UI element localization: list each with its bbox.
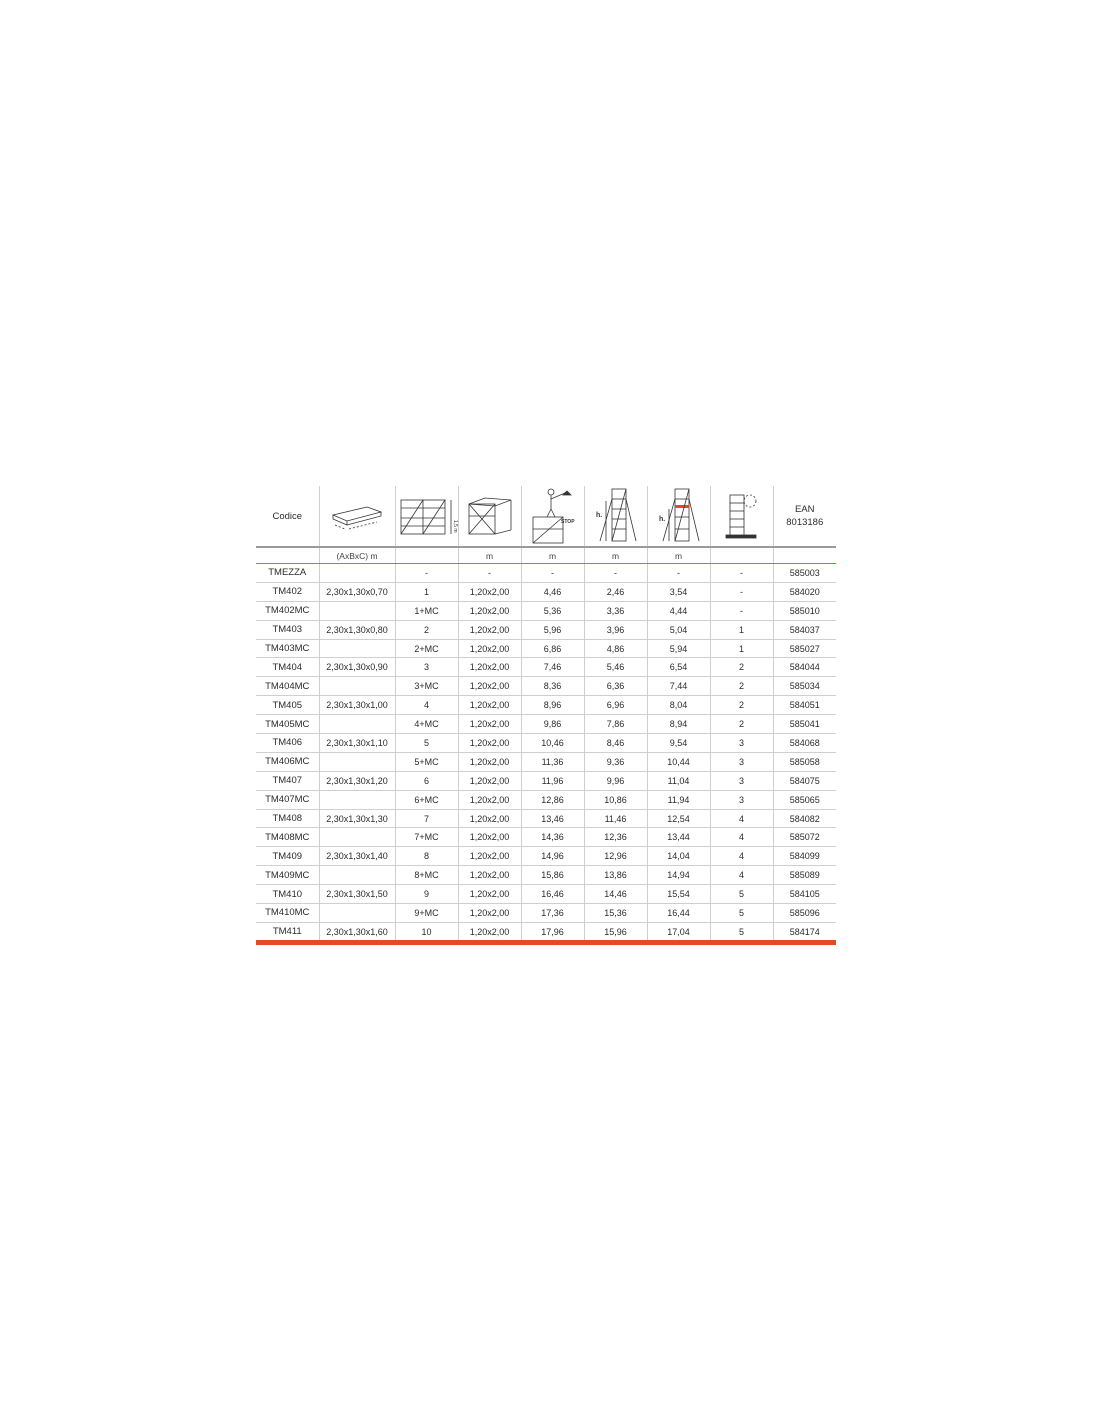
ean-cell: 584082 [773, 809, 836, 828]
outrigger-height-cell: 3,54 [647, 582, 710, 601]
working-height-cell: 8,96 [521, 696, 584, 715]
platform-cell: 1,20x2,00 [458, 866, 521, 885]
table-row [256, 866, 836, 885]
outrigger-height-cell: 7,44 [647, 677, 710, 696]
scaffold-height-icon [584, 486, 647, 546]
codice-cell: TM409MC [256, 866, 319, 885]
codice-cell: TM404 [256, 658, 319, 677]
scaffold-height-cell: 15,36 [584, 904, 647, 923]
unit-cell: m [584, 548, 647, 563]
ean-cell: 584099 [773, 847, 836, 866]
ballast-cell: 4 [710, 828, 773, 847]
platform-cell: 1,20x2,00 [458, 658, 521, 677]
platform-cell: 1,20x2,00 [458, 922, 521, 940]
table-row [256, 904, 836, 923]
ballast-cell: 5 [710, 885, 773, 904]
codice-cell: TM411 [272, 926, 302, 938]
codice-cell: TMEZZA [256, 564, 319, 582]
codice-cell: TM406MC [256, 752, 319, 771]
outrigger-height-cell: 12,54 [647, 809, 710, 828]
unit-cell: m [521, 548, 584, 563]
ballast-cell: 3 [710, 734, 773, 753]
modules-cell: 1+MC [395, 601, 458, 620]
codice-cell: TM406 [256, 734, 319, 753]
unit-cell: (AxBxC) m [319, 548, 395, 563]
ean-cell: 584068 [773, 734, 836, 753]
ean-cell: 585096 [773, 904, 836, 923]
working-height-cell: 13,46 [521, 809, 584, 828]
outrigger-height-cell: 11,94 [647, 790, 710, 809]
table-row [256, 885, 836, 904]
scaffold-height-cell: - [584, 564, 647, 582]
codice-cell: TM403 [256, 620, 319, 639]
outrigger-height-cell: - [647, 564, 710, 582]
ballast-cell: 4 [710, 847, 773, 866]
codice-cell: TM404MC [256, 677, 319, 696]
working-height-cell: 11,96 [521, 771, 584, 790]
table-row [256, 922, 836, 940]
codice-cell: TM408MC [256, 828, 319, 847]
outrigger-height-cell: 15,54 [647, 885, 710, 904]
platform-cell: 1,20x2,00 [458, 582, 521, 601]
ean-cell: 584020 [773, 582, 836, 601]
modules-cell: 3+MC [395, 677, 458, 696]
table-row [256, 790, 836, 809]
outrigger-height-cell: 5,94 [647, 639, 710, 658]
modules-cell: 3 [395, 658, 458, 677]
working-height-icon [521, 486, 584, 546]
ean-cell: 585065 [773, 790, 836, 809]
ballast-cell: 3 [710, 752, 773, 771]
ean-header [773, 486, 836, 546]
unit-cell [710, 548, 773, 563]
ean-cell: 585027 [773, 639, 836, 658]
scaffold-height-cell: 12,96 [584, 847, 647, 866]
table-row [256, 696, 836, 715]
unit-cell [773, 548, 836, 563]
modules-cell: 2 [395, 620, 458, 639]
working-height-cell: 6,86 [521, 639, 584, 658]
platform-cell: 1,20x2,00 [458, 601, 521, 620]
ballast-cell: 1 [710, 620, 773, 639]
unit-cell: m [458, 548, 521, 563]
units-row [256, 548, 836, 563]
scaffold-height-cell: 10,86 [584, 790, 647, 809]
platform-cell: 1,20x2,00 [458, 752, 521, 771]
dimensions-cell [319, 904, 395, 923]
scaffold-height-cell: 12,36 [584, 828, 647, 847]
working-height-cell: 17,96 [521, 922, 584, 940]
modules-cell: 9 [395, 885, 458, 904]
outrigger-height-cell: 14,04 [647, 847, 710, 866]
dimensions-cell: 2,30x1,30x1,00 [319, 696, 395, 715]
scaffold-height-cell: 11,46 [584, 809, 647, 828]
scaffold-height-cell: 13,86 [584, 866, 647, 885]
table-row [256, 715, 836, 734]
modules-cell: 8 [395, 847, 458, 866]
working-height-cell: 5,36 [521, 601, 584, 620]
codice-cell: TM405 [256, 696, 319, 715]
ballast-cell: 4 [710, 809, 773, 828]
table-row [256, 752, 836, 771]
modules-cell: 7+MC [395, 828, 458, 847]
codice-cell: TM402 [256, 582, 319, 601]
working-height-cell: 14,96 [521, 847, 584, 866]
codice-cell: TM402MC [256, 601, 319, 620]
ean-cell: 584044 [773, 658, 836, 677]
box-dimensions-icon [319, 486, 395, 546]
ballast-cell: - [710, 564, 773, 582]
table-row [256, 809, 836, 828]
working-height-cell: 9,86 [521, 715, 584, 734]
ean-cell: 585003 [773, 564, 836, 582]
ean-cell: 584174 [773, 922, 836, 940]
codice-header: Codice [272, 510, 303, 522]
ean-cell: 585041 [773, 715, 836, 734]
modules-cell: 4+MC [395, 715, 458, 734]
outrigger-height-cell: 9,54 [647, 734, 710, 753]
scaffold-outrigger-height-icon [647, 486, 710, 546]
modules-cell: 6 [395, 771, 458, 790]
dimensions-cell: 2,30x1,30x1,20 [319, 771, 395, 790]
platform-cell: 1,20x2,00 [458, 828, 521, 847]
dimensions-cell: 2,30x1,30x1,40 [319, 847, 395, 866]
dimensions-cell [319, 715, 395, 734]
ean-cell: 584075 [773, 771, 836, 790]
scaffold-height-cell: 6,36 [584, 677, 647, 696]
unit-cell [256, 548, 319, 563]
table-row [256, 658, 836, 677]
table-row [256, 771, 836, 790]
header-row [256, 486, 836, 546]
platform-cell: 1,20x2,00 [458, 809, 521, 828]
dimensions-cell: 2,30x1,30x1,30 [319, 809, 395, 828]
codice-cell: TM410MC [256, 904, 319, 923]
working-height-cell: 12,86 [521, 790, 584, 809]
outrigger-height-cell: 8,04 [647, 696, 710, 715]
dimensions-cell [319, 564, 395, 582]
dimensions-cell: 2,30x1,30x1,50 [319, 885, 395, 904]
outrigger-height-cell: 8,94 [647, 715, 710, 734]
working-height-cell: 15,86 [521, 866, 584, 885]
table-row [256, 677, 836, 696]
h-label-b: h. [658, 516, 665, 523]
outrigger-height-cell: 17,04 [647, 922, 710, 940]
outrigger-height-cell: 5,04 [647, 620, 710, 639]
ballast-cell: 5 [710, 922, 773, 940]
dimensions-cell [319, 601, 395, 620]
modules-cell: 7 [395, 809, 458, 828]
ean-cell: 585058 [773, 752, 836, 771]
scaffold-height-cell: 2,46 [584, 582, 647, 601]
table-row [256, 582, 836, 601]
scaffold-height-cell: 7,86 [584, 715, 647, 734]
working-height-cell: 8,36 [521, 677, 584, 696]
table-body [256, 564, 836, 941]
footer-accent-bar [256, 940, 836, 945]
platform-cell: 1,20x2,00 [458, 904, 521, 923]
dimensions-cell [319, 866, 395, 885]
dimensions-cell: 2,30x1,30x0,70 [319, 582, 395, 601]
outrigger-height-cell: 13,44 [647, 828, 710, 847]
ballast-cell: 3 [710, 790, 773, 809]
ballast-cell: 4 [710, 866, 773, 885]
codice-cell: TM407MC [256, 790, 319, 809]
scaffold-height-cell: 5,46 [584, 658, 647, 677]
modules-cell: 2+MC [395, 639, 458, 658]
ballast-cell: - [710, 601, 773, 620]
dimensions-cell: 2,30x1,30x0,90 [319, 658, 395, 677]
ballast-cell: 2 [710, 696, 773, 715]
modules-cell: 5 [395, 734, 458, 753]
dimensions-cell [319, 639, 395, 658]
modules-cell: 6+MC [395, 790, 458, 809]
modules-cell: 8+MC [395, 866, 458, 885]
codice-cell: TM405MC [256, 715, 319, 734]
outrigger-height-cell: 10,44 [647, 752, 710, 771]
modules-cell: - [395, 564, 458, 582]
platform-cell: 1,20x2,00 [458, 734, 521, 753]
scaffold-height-cell: 8,46 [584, 734, 647, 753]
modules-cell: 1 [395, 582, 458, 601]
platform-cell: - [458, 564, 521, 582]
ean-cell: 585072 [773, 828, 836, 847]
dimensions-cell [319, 790, 395, 809]
outrigger-height-cell: 6,54 [647, 658, 710, 677]
ballast-cell: - [710, 582, 773, 601]
ean-cell: 585089 [773, 866, 836, 885]
modules-cell: 5+MC [395, 752, 458, 771]
scaffold-height-cell: 15,96 [584, 922, 647, 940]
platform-cell: 1,20x2,00 [458, 620, 521, 639]
stop-label: STOP [560, 519, 575, 525]
ballast-icon [710, 486, 773, 546]
scaffold-height-cell: 14,46 [584, 885, 647, 904]
codice-cell: TM407 [256, 771, 319, 790]
platform-cell: 1,20x2,00 [458, 696, 521, 715]
table-row [256, 828, 836, 847]
working-height-cell: 16,46 [521, 885, 584, 904]
working-height-cell: 7,46 [521, 658, 584, 677]
platform-cell: 1,20x2,00 [458, 847, 521, 866]
table-row [256, 620, 836, 639]
codice-cell: TM403MC [256, 639, 319, 658]
outrigger-height-cell: 4,44 [647, 601, 710, 620]
dimensions-cell [319, 677, 395, 696]
table-row [256, 847, 836, 866]
codice-cell: TM408 [256, 809, 319, 828]
dimensions-cell: 2,30x1,30x1,10 [319, 734, 395, 753]
ballast-cell: 3 [710, 771, 773, 790]
platform-cell: 1,20x2,00 [458, 771, 521, 790]
working-height-cell: 17,36 [521, 904, 584, 923]
ean-cell: 585010 [773, 601, 836, 620]
platform-cell: 1,20x2,00 [458, 790, 521, 809]
platform-cell: 1,20x2,00 [458, 639, 521, 658]
outrigger-height-cell: 16,44 [647, 904, 710, 923]
dimensions-cell: 2,30x1,30x0,80 [319, 620, 395, 639]
scaffold-platform-icon [458, 486, 521, 546]
working-height-cell: - [521, 564, 584, 582]
modules-cell: 10 [395, 922, 458, 940]
platform-cell: 1,20x2,00 [458, 677, 521, 696]
working-height-cell: 5,96 [521, 620, 584, 639]
dimensions-cell [319, 752, 395, 771]
table-row [256, 734, 836, 753]
scaffold-height-cell: 9,96 [584, 771, 647, 790]
platform-cell: 1,20x2,00 [458, 885, 521, 904]
modules-cell: 9+MC [395, 904, 458, 923]
table-row [256, 564, 836, 582]
codice-cell: TM410 [256, 885, 319, 904]
modules-cell: 4 [395, 696, 458, 715]
scaffold-height-cell: 9,36 [584, 752, 647, 771]
ean-cell: 584037 [773, 620, 836, 639]
ean-prefix: 8013186 [786, 517, 824, 528]
ballast-cell: 5 [710, 904, 773, 923]
spec-table [256, 486, 836, 941]
ballast-cell: 2 [710, 715, 773, 734]
working-height-cell: 10,46 [521, 734, 584, 753]
scaffold-height-cell: 4,86 [584, 639, 647, 658]
platform-cell: 1,20x2,00 [458, 715, 521, 734]
ean-cell: 585034 [773, 677, 836, 696]
dimensions-cell [319, 828, 395, 847]
ean-cell: 584051 [773, 696, 836, 715]
unit-cell: m [647, 548, 710, 563]
ballast-cell: 1 [710, 639, 773, 658]
outrigger-height-cell: 11,04 [647, 771, 710, 790]
table-row [256, 639, 836, 658]
working-height-cell: 14,36 [521, 828, 584, 847]
scaffold-module-height-icon [395, 486, 458, 546]
ean-label: EAN [794, 504, 815, 515]
codice-cell: TM409 [256, 847, 319, 866]
unit-cell [395, 548, 458, 563]
working-height-cell: 4,46 [521, 582, 584, 601]
h-label-a: h. [595, 512, 602, 519]
dimensions-cell: 2,30x1,30x1,60 [319, 922, 395, 940]
working-height-cell: 11,36 [521, 752, 584, 771]
ballast-cell: 2 [710, 677, 773, 696]
ean-cell: 584105 [773, 885, 836, 904]
scaffold-height-cell: 6,96 [584, 696, 647, 715]
ballast-cell: 2 [710, 658, 773, 677]
scaffold-height-cell: 3,96 [584, 620, 647, 639]
module-height-label: 1,5 m [451, 520, 458, 533]
scaffold-height-cell: 3,36 [584, 601, 647, 620]
table-row [256, 601, 836, 620]
outrigger-height-cell: 14,94 [647, 866, 710, 885]
